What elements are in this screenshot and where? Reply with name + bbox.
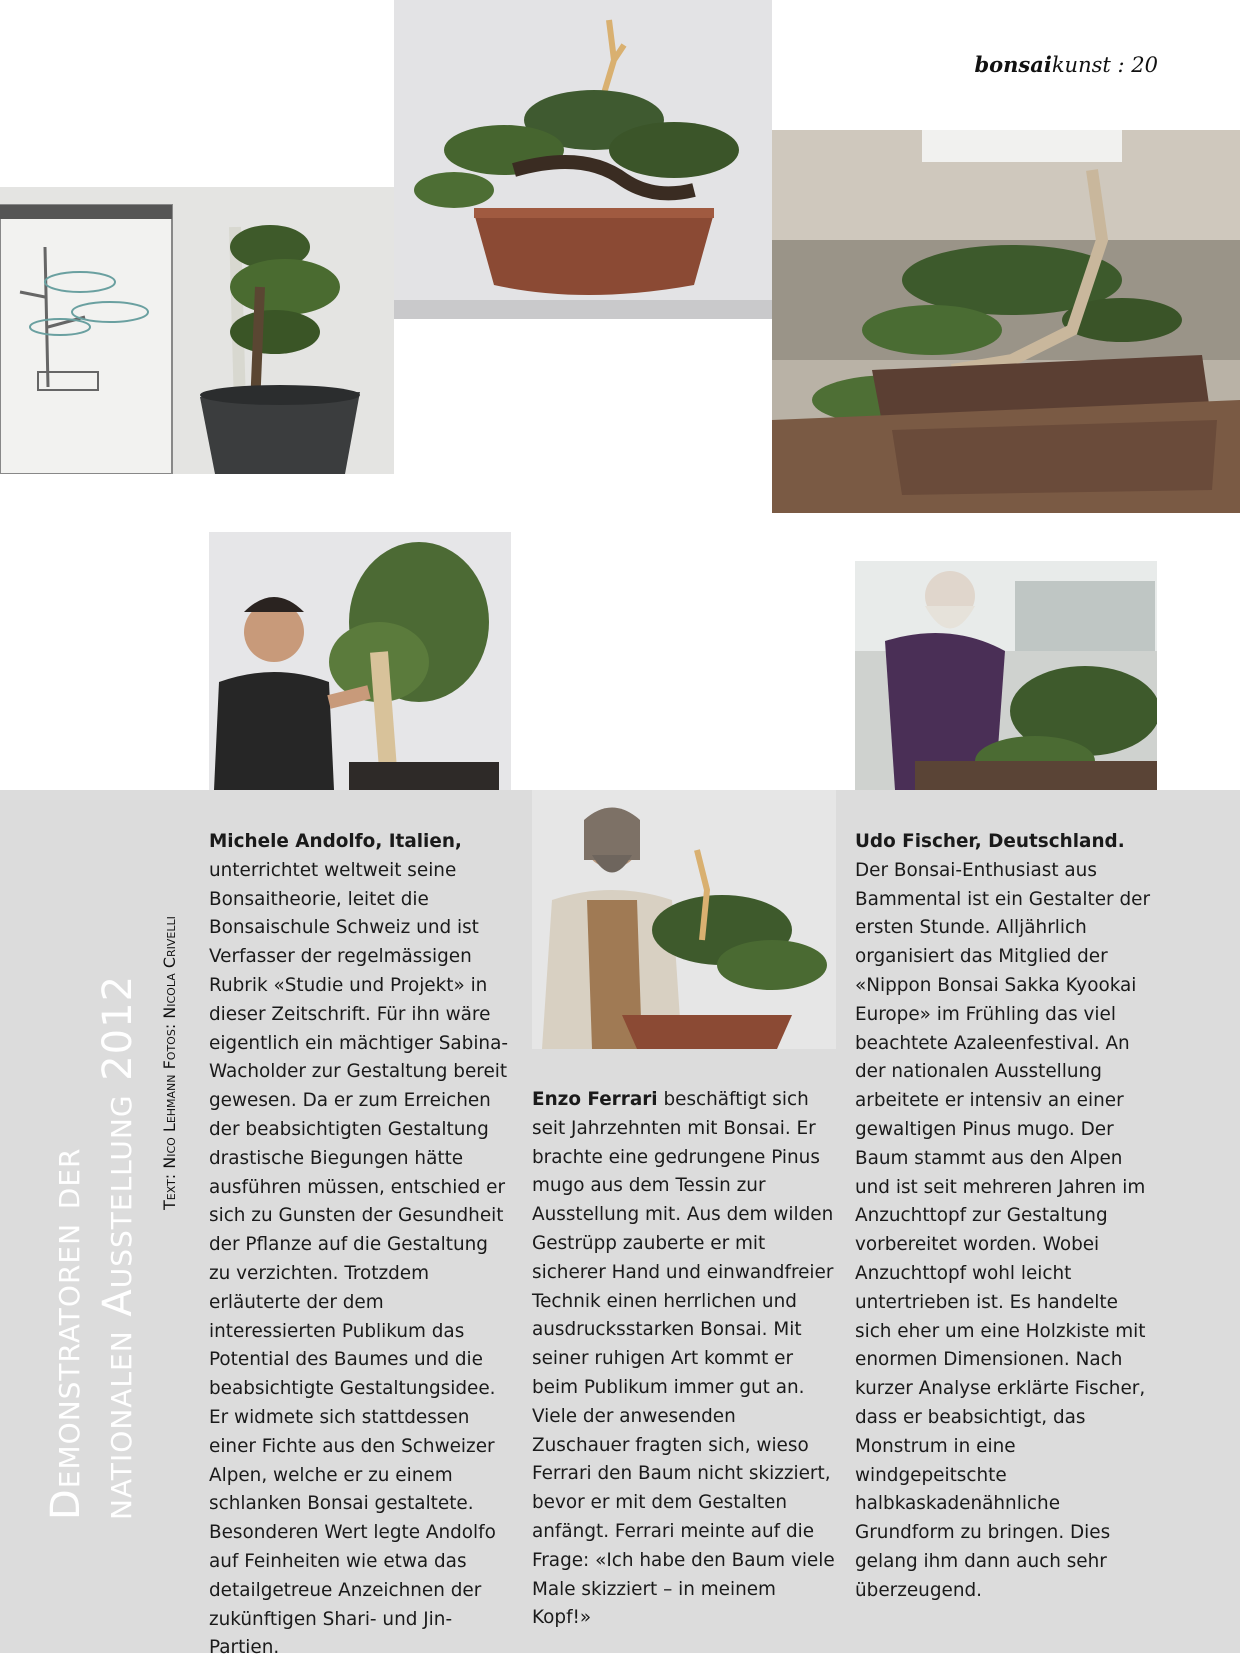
fischer-text: Der Bonsai-Enthusiast aus Bammental ist ein Gestalter der ersten Stunde. Alljährlich organisiert das Mitglied der «Nippon Bonsai Sakka Kyookai Europe» im Frühling das viel beachtete Azaleenfestival. An der nationalen Ausstellung arbeitete er intensiv an einer gewaltigen Pinus mugo. Der Baum stammt aus den Alpen und ist seit mehreren Jahren im Anzuchttopf zur Gestaltung vorbereitet worden. Wobei Anzuchttopf wohl leicht untertrieben ist. Es handelte sich eher um eine Holzkiste mit enormen Dimensionen. Nach kurzer Analyse erklärte Fischer, dass er beabsichtigt, das Monstrum in eine windgepeitschte halbkaskadenähnliche Grundform zu bringen. Dies gelang ihm dann auch sehr überzeugend. bbox=[855, 859, 1151, 1601]
article-ferrari bbox=[532, 1086, 837, 1633]
photo-udo-fischer bbox=[855, 561, 1157, 790]
article-credits: Text: Nico Lehmann Fotos: Nicola Crivelli bbox=[160, 916, 179, 1210]
fischer-name: Udo Fischer, Deutschland. bbox=[855, 831, 1125, 852]
article-andolfo bbox=[209, 828, 514, 1663]
title-line-2: nationalen Ausstellung 2012 bbox=[95, 974, 141, 1520]
andolfo-text: unterrichtet weltweit seine Bonsaitheorie, leitet die Bonsaischule Schweiz und ist Verfasser der regelmässigen Rubrik «Studie und Projekt» in dieser Zeitschrift. Für ihn wäre eigentlich ein mächtiger Sabina-Wacholder zur Gestaltung bereit gewesen. Da er zum Erreichen der beabsichtigten Gestaltung drastische Biegungen hätte ausführen müssen, entschied er sich zu Gunsten der Gesundheit der Pflanze auf die Gestaltung zu verzichten. Trotzdem erläuterte der dem interessierten Publikum das Potential des Baumes und die beabsichtigte Gestaltungsidee. Er widmete sich stattdessen einer Fichte aus den Schweizer Alpen, welche er zu einem schlanken Bonsai gestaltete. Besonderen Wert legte Andolfo auf Feinheiten wie etwa das detailgetreue Anzeichnen der zukünftigen Shari- und Jin-Partien. bbox=[209, 859, 508, 1659]
brand-bold: bonsai bbox=[974, 52, 1052, 77]
photo-pine-in-wooden-box bbox=[772, 130, 1240, 513]
title-line-1: Demonstratoren der bbox=[43, 1147, 89, 1520]
page-header bbox=[974, 52, 1158, 77]
ferrari-text: beschäftigt sich seit Jahrzehnten mit Bonsai. Er brachte eine gedrungene Pinus mugo aus dem Tessin zur Ausstellung mit. Aus dem wilden Gestrüpp zauberte er mit sicherer Hand und einwandfreier Technik einen herrlichen und ausdrucksstarken Bonsai. Mit seiner ruhigen Art kommt er beim Publikum immer gut an. Viele der anwesenden Zuschauer fragten sich, wieso Ferrari den Baum nicht skizziert, bevor er mit dem Gestalten anfängt. Ferrari meinte auf die Frage: «Ich habe den Baum viele Male skizziert – in meinem Kopf!» bbox=[532, 1089, 835, 1629]
article-title bbox=[40, 780, 150, 1520]
andolfo-name: Michele Andolfo, Italien, bbox=[209, 831, 462, 852]
article-fischer bbox=[855, 828, 1160, 1606]
photo-pine-in-bowl bbox=[394, 0, 772, 319]
photo-enzo-ferrari bbox=[532, 790, 836, 1049]
ferrari-name: Enzo Ferrari bbox=[532, 1089, 658, 1110]
photo-sketch-and-spruce bbox=[0, 187, 394, 474]
brand-italic: kunst bbox=[1051, 53, 1111, 77]
photo-michele-andolfo bbox=[209, 532, 511, 790]
page-number: : 20 bbox=[1117, 53, 1158, 77]
